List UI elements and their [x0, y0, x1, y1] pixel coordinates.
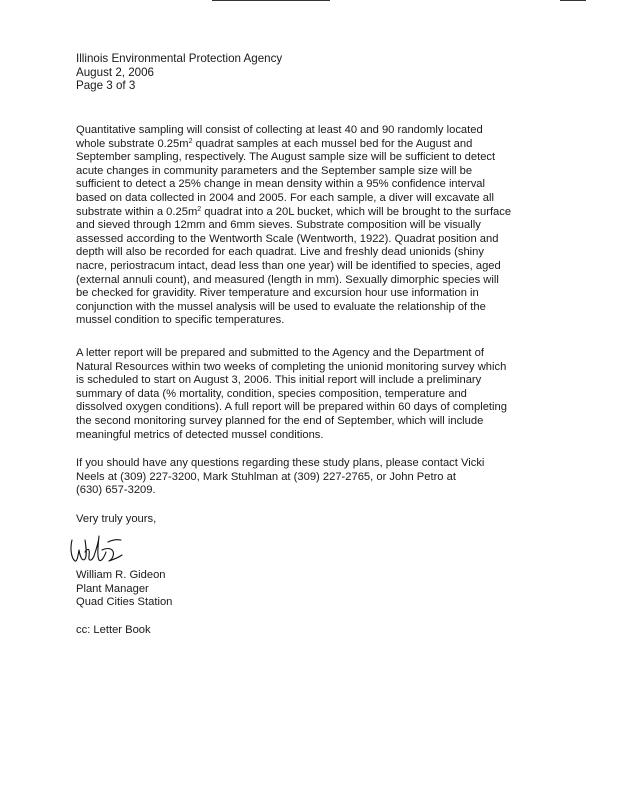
text-line: is scheduled to start on August 3, 2006. This initial report will include a preliminary — [76, 374, 482, 387]
text-line: and sieved through 12mm and 6mm sieves. Substrate composition will be visually — [76, 219, 481, 232]
text-line: A letter report will be prepared and submitted to the Agency and the Department of — [76, 347, 484, 359]
signer-station: Quad Cities Station — [76, 596, 173, 609]
paragraph-contacts — [76, 457, 548, 498]
cc-line: cc: Letter Book — [76, 624, 151, 636]
text-line — [76, 138, 548, 152]
signer-block — [76, 569, 172, 610]
text-segment: substrate within a 0.25m — [76, 205, 198, 218]
text-line: depth will also be recorded for each quadrat. Live and freshly dead unionids (shiny — [76, 246, 484, 259]
paragraph-sampling-method — [76, 124, 548, 328]
text-line: sufficient to detect a 25% change in mean density within a 95% confidence interval — [76, 178, 486, 191]
scan-artifact-top — [212, 0, 330, 1]
signer-name: William R. Gideon — [76, 569, 166, 581]
letter-header — [76, 52, 282, 93]
text-line: be checked for gravidity. River temperature and excursion hour use information in — [76, 287, 479, 300]
date-line: August 2, 2006 — [76, 65, 154, 79]
scan-artifact-top-right — [560, 0, 586, 1]
text-line: assessed according to the Wentworth Scale (Wentworth, 1922). Quadrat position and — [76, 232, 499, 245]
superscript: 2 — [188, 137, 193, 145]
page-number-line: Page 3 of 3 — [76, 79, 136, 93]
text-line: (external annuli count), and measured (length in mm). Sexually dimorphic species will — [76, 273, 499, 286]
text-line: meaningful metrics of detected mussel conditions. — [76, 428, 324, 441]
text-segment: whole substrate 0.25m — [76, 137, 189, 150]
text-line: dissolved oxygen conditions). A full report will be prepared within 60 days of completing — [76, 401, 507, 414]
text-segment: quadrat into a 20L bucket, which will be brought to the surface — [201, 205, 512, 218]
signer-title: Plant Manager — [76, 582, 149, 595]
text-line: the second monitoring survey planned for the end of September, which will include — [76, 414, 484, 427]
text-line: Natural Resources within two weeks of completing the unionid monitoring survey which — [76, 360, 507, 373]
text-line: If you should have any questions regarding these study plans, please contact Vicki — [76, 457, 485, 469]
text-line — [76, 206, 548, 220]
text-line: nacre, periostracum intact, dead less than one year) will be identified to species, aged — [76, 259, 501, 272]
text-line: mussel condition to specific temperatures. — [76, 314, 285, 327]
text-line: (630) 657-3209. — [76, 484, 156, 497]
closing-salutation: Very truly yours, — [76, 513, 157, 525]
paragraph-reporting — [76, 347, 548, 442]
handwritten-signature — [66, 528, 126, 568]
recipient-line: Illinois Environmental Protection Agency — [76, 52, 283, 65]
text-line: Quantitative sampling will consist of collecting at least 40 and 90 randomly located — [76, 124, 483, 136]
text-line: acute changes in community parameters and the September sample size will be — [76, 164, 473, 177]
text-line: Neels at (309) 227-3200, Mark Stuhlman at (309) 227-2765, or John Petro at — [76, 470, 456, 483]
text-segment: quadrat samples at each mussel bed for the August and — [192, 137, 473, 150]
text-line: conjunction with the mussel analysis will be used to evaluate the relationship of the — [76, 300, 486, 313]
text-line: based on data collected in 2004 and 2005. For each sample, a diver will excavate all — [76, 191, 494, 204]
text-line: September sampling, respectively. The August sample size will be sufficient to detect — [76, 151, 496, 164]
superscript: 2 — [197, 205, 202, 213]
text-line: summary of data (% mortality, condition, species composition, temperature and — [76, 387, 467, 400]
